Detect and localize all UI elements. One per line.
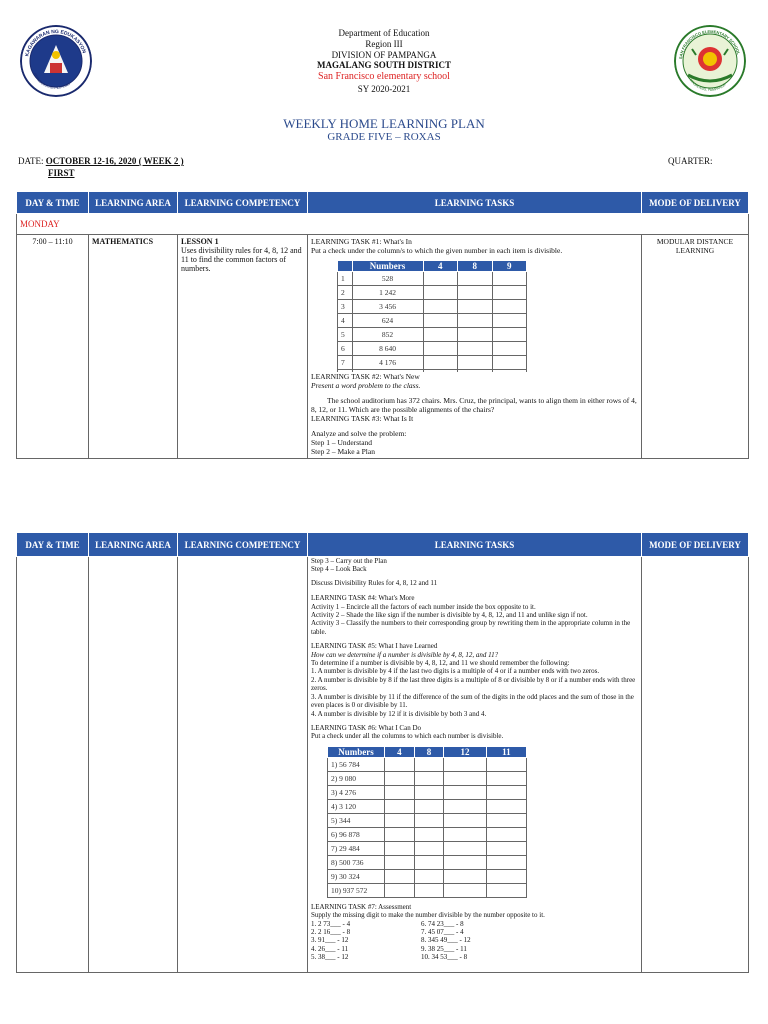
table-row (17, 235, 749, 459)
mode-cell: MODULAR DISTANCE LEARNING (642, 235, 749, 459)
competency-text: Uses divisibility rules for 4, 8, 12 and 11 to find the common factors of numbers. (181, 246, 302, 273)
task2-text: Present a word problem to the class. (311, 381, 421, 390)
col-learning-area: LEARNING AREA (89, 192, 178, 214)
list-item: 10. 34 53___ - 8 (421, 953, 468, 962)
step4: Step 4 – Look Back (311, 565, 367, 574)
tasks-cell (308, 557, 642, 973)
task6-text: Put a check under all the columns to which each number is divisible. (311, 732, 504, 741)
svg-text:SAN FRANCISCO ELEMENTARY SCHOO: SAN FRANCISCO ELEMENTARY SCHOOL (678, 28, 742, 60)
list-item: 2. 2 16___ - 8 (311, 927, 351, 936)
list-item: 3. 91___ - 12 (311, 936, 349, 945)
area-cell (89, 557, 178, 973)
col-day-time: DAY & TIME (17, 192, 89, 214)
step3: Step 3 – Carry out the Plan (311, 557, 387, 565)
mode-cell (642, 557, 749, 973)
task3-text: Analyze and solve the problem: (311, 429, 407, 438)
task1-table: Numbers 4 8 9 1 528 2 1 242 3 3 456 4 624 5 852 6 8 640 7 4 176 (337, 260, 527, 372)
competency-cell (178, 235, 308, 459)
rule3: 3. A number is divisible by 11 if the difference of the sum of the digits in the odd places and the sum of those in the even places is 0 or divisible by 11. (311, 692, 634, 710)
step2: Step 2 – Make a Plan (311, 447, 375, 456)
day-label: MONDAY (17, 214, 749, 235)
table-row (17, 557, 749, 973)
task7-text: Supply the missing digit to make the number divisible by the number opposite to it. (311, 911, 545, 920)
learning-plan-table-page2 (16, 532, 749, 973)
list-item: 8. 345 49___ - 12 (421, 936, 471, 945)
region-line: Region III (365, 39, 403, 49)
assessment-right (421, 920, 471, 962)
school-name: San Francisco elementary school (318, 71, 450, 82)
division-line: DIVISION OF PAMPANGA (331, 50, 437, 60)
activity1: Activity 1 – Encircle all the factors of each number inside the box opposite to it. (311, 602, 536, 611)
date-row (18, 156, 184, 166)
list-item: 7. 45 07___ - 4 (421, 927, 464, 936)
rule1: 1. A number is divisible by 4 if the last two digits is a multiple of 4 or if a number ends with two zeros. (311, 667, 600, 676)
date-label: DATE: (18, 156, 44, 166)
col-learning-tasks: LEARNING TASKS (308, 192, 642, 214)
learning-plan-table-page1 (16, 191, 749, 459)
col-learning-area: LEARNING AREA (89, 533, 178, 557)
rule2: 2. A number is divisible by 8 if the last three digits is a multiple of 8 or divisible by 8 or if a number ends with three zeros. (311, 675, 636, 693)
task5-intro: To determine if a number is divisible by 4, 8, 12, and 11 we should remember the following: (311, 659, 570, 668)
task6-title: LEARNING TASK #6: What I Can Do (311, 723, 422, 732)
svg-text:REPUBLIKA NG PILIPINAS: REPUBLIKA NG PILIPINAS (32, 72, 71, 91)
tasks-cell (308, 235, 642, 459)
table-header-row (17, 192, 749, 214)
rule4: 4. A number is divisible by 12 if it is divisible by both 3 and 4. (311, 709, 487, 718)
assessment-items (311, 920, 638, 962)
list-item: 9. 38 25___ - 11 (421, 944, 467, 953)
quarter-value: FIRST (48, 168, 75, 178)
list-item: 1. 2 73___ - 4 (311, 919, 351, 928)
day-row (17, 214, 749, 235)
task5-title: LEARNING TASK #5: What I have Learned (311, 642, 438, 651)
activity2: Activity 2 – Shade the like sign if the number is divisible by 4, 8, 12, and 11 and unlike sign if not. (311, 611, 588, 620)
competency-cell (178, 557, 308, 973)
col-mode-of-delivery: MODE OF DELIVERY (642, 192, 749, 214)
school-year: SY 2020-2021 (357, 84, 411, 94)
area-cell: MATHEMATICS (89, 235, 178, 459)
discuss-text: Discuss Divisibility Rules for 4, 8, 12 and 11 (311, 578, 438, 587)
department-line: Department of Education (338, 28, 430, 38)
time-cell (17, 557, 89, 973)
activity3: Activity 3 – Classify the numbers to their corresponding group by rewriting them in the appropriate column in the table. (311, 619, 631, 636)
col-learning-tasks: LEARNING TASKS (308, 533, 642, 557)
svg-text:MAGALANG, PAMPANGA: MAGALANG, PAMPANGA (688, 78, 727, 93)
assessment-left (311, 920, 421, 962)
task1-title: LEARNING TASK #1: What's In (311, 237, 412, 246)
district-line: MAGALANG SOUTH DISTRICT (316, 60, 452, 70)
quarter-label: QUARTER: (668, 156, 713, 166)
date-value: OCTOBER 12-16, 2020 ( WEEK 2 ) (45, 156, 184, 166)
task1-text: Put a check under the column/s to which the given number in each item is divisible. (311, 246, 563, 255)
table-header-row (17, 533, 749, 557)
svg-text:KAGAWARAN NG EDUKASYON: KAGAWARAN NG EDUKASYON (24, 28, 87, 58)
task7-title: LEARNING TASK #7: Assessment (311, 902, 412, 911)
step1: Step 1 – Understand (311, 438, 373, 447)
plan-subtitle: GRADE FIVE – ROXAS (327, 131, 441, 143)
col-day-time: DAY & TIME (17, 533, 89, 557)
col-learning-competency: LEARNING COMPETENCY (178, 533, 308, 557)
list-item: 4. 26___ - 11 (311, 944, 349, 953)
task5-question: How can we determine if a number is divisible by 4, 8, 12, and 11? (311, 650, 499, 659)
plan-title: WEEKLY HOME LEARNING PLAN (283, 116, 485, 131)
task1-table-wrap (337, 260, 638, 372)
task4-title: LEARNING TASK #4: What's More (311, 594, 415, 603)
task3-title: LEARNING TASK #3: What Is It (311, 414, 414, 423)
lesson-label: LESSON 1 (181, 237, 219, 246)
task2-title: LEARNING TASK #2: What's New (311, 372, 420, 381)
task2-problem: The school auditorium has 372 chairs. Mrs. Cruz, the principal, wants to align them in either rows of 4, 8, 12, or 11. Which are the possible alignments of the chairs? (311, 396, 637, 414)
task6-table: Numbers 4 8 12 11 1) 56 784 2) 9 080 3) 4 276 4) 3 120 5) 344 6) 96 878 7) 29 484 8) 500 736 9) 30 324 10) 937 572 (327, 746, 527, 898)
col-learning-competency: LEARNING COMPETENCY (178, 192, 308, 214)
list-item: 6. 74 23___ - 8 (421, 919, 464, 928)
time-cell: 7:00 – 11:10 (17, 235, 89, 459)
list-item: 5. 38___ - 12 (311, 953, 349, 962)
col-mode-of-delivery: MODE OF DELIVERY (642, 533, 749, 557)
